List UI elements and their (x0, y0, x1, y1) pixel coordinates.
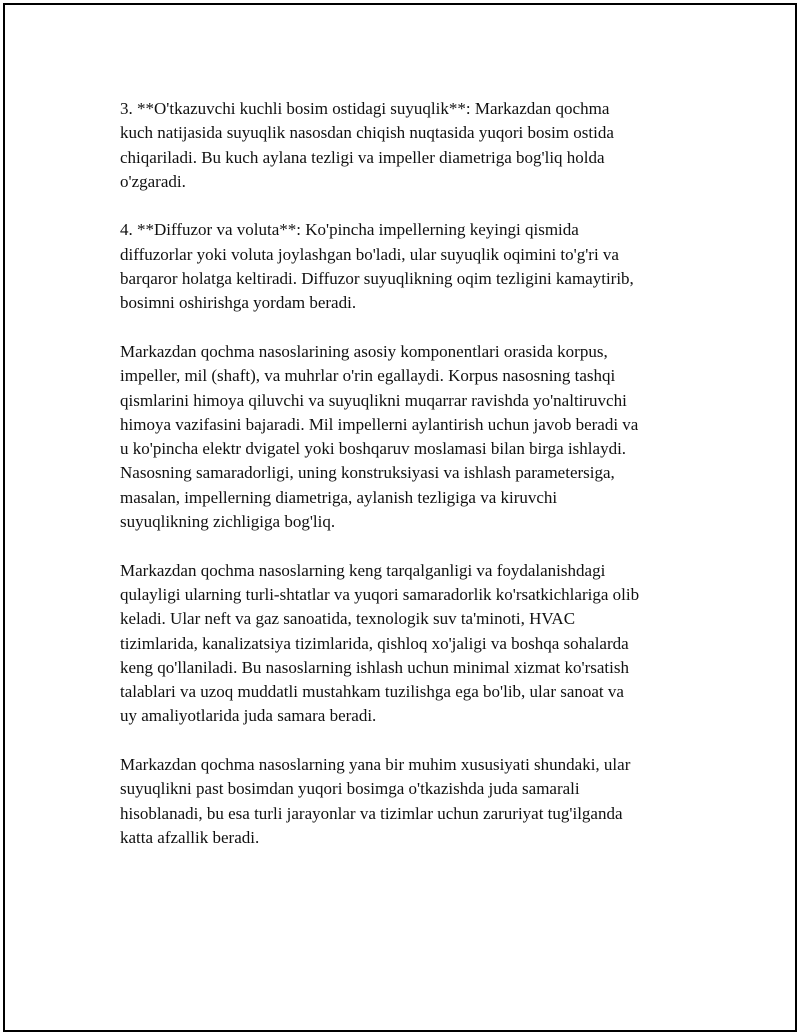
paragraph-item-3-pressure: 3. **O'tkazuvchi kuchli bosim ostidagi suyuqlik**: Markazdan qochma kuch natijasida suyuqlik nasosdan chiqish nuqtasida yuqori bosim ostida chiqariladi. Bu kuch aylana tezligi va impeller diametriga bog'liq holda o'zgaradi. (120, 99, 614, 191)
paragraph-item-4-diffuser: 4. **Diffuzor va voluta**: Ko'pincha impellerning keyingi qismida diffuzorlar yoki voluta joylashgan bo'ladi, ular suyuqlik oqimini to'g'ri va barqaror holatga keltiradi. Diffuzor suyuqlikning oqim tezligini kamaytirib, bosimni oshirishga yordam beradi. (120, 220, 634, 313)
paragraph-conclusion: Markazdan qochma nasoslarning yana bir muhim xususiyati shundaki, ular suyuqlikni past bosimdan yuqori bosimga o'tkazishda juda samarali hisoblanadi, bu esa turli jarayonlar va tizimlar uchun zaruriyat tug'ilganda katta afzallik beradi. (120, 755, 631, 847)
page-frame (3, 3, 797, 1032)
paragraph-components: Markazdan qochma nasoslarining asosiy komponentlari orasida korpus, impeller, mil (shaft), va muhrlar o'rin egallaydi. Korpus nasosning tashqi qismlarini himoya qiluvchi va suyuqlikni muqarrar ravishda yo'naltiruvchi himoya vazifasini bajaradi. Mil impellerni aylantirish uchun javob beradi va u ko'pincha elektr dvigatel yoki boshqaruv moslamasi bilan birga ishlaydi. Nasosning samaradorligi, uning konstruksiyasi va ishlash parametersiga, masalan, impellerning diametriga, aylanish tezligiga va kiruvchi suyuqlikning zichligiga bog'liq. (120, 341, 639, 532)
paragraph-applications: Markazdan qochma nasoslarning keng tarqalganligi va foydalanishdagi qulayligi ularning turli-shtatlar va yuqori samaradorlik ko'rsatkichlariga olib keladi. Ular neft va gaz sanoatida, texnologik suv ta'minoti, HVAC tizimlarida, kanalizatsiya tizimlarida, qishloq xo'jaligi va boshqa sohalarda keng qo'llaniladi. Bu nasoslarning ishlash uchun minimal xizmat ko'rsatish talablari va uzoq muddatli mustahkam tuzilishga ega bo'lib, ular sanoat va uy amaliyotlarida juda samara beradi. (120, 560, 640, 726)
document-body (120, 97, 710, 875)
